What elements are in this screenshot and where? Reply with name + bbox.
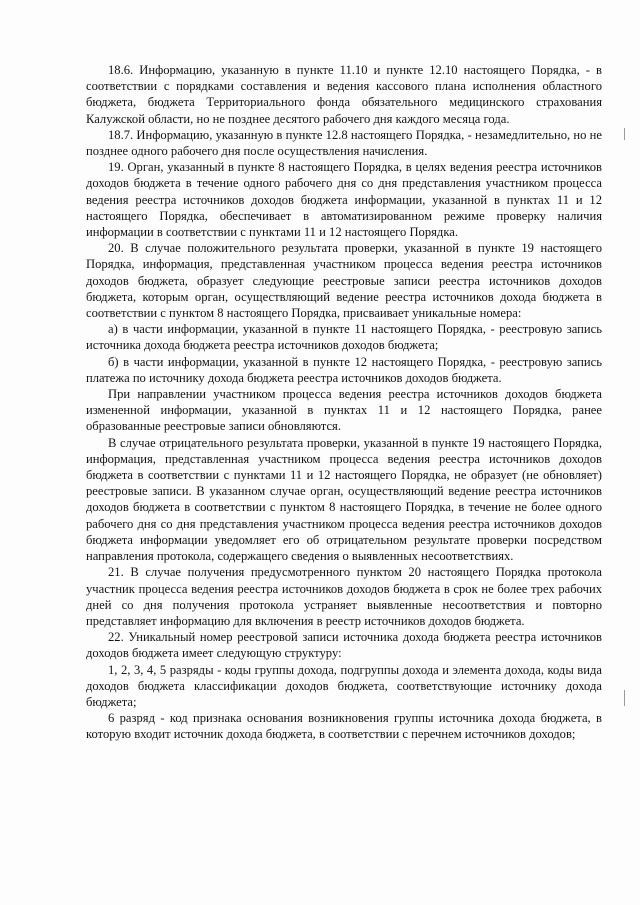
- paragraph-21: 21. В случае получения предусмотренного пунктом 20 настоящего Порядка протокола участник процесса ведения реестра источников доходов бюджета в срок не более трех рабочих дней со дня получения протокола устраняет выявленные несоответствия и повторно представляет информацию для включения в реестр источников доходов бюджета.: [86, 565, 602, 628]
- paragraph-22-digit-6: 6 разряд - код признака основания возникновения группы источника дохода бюджета, в которую входит источник дохода бюджета, в соответствии с перечнем источников доходов;: [86, 711, 602, 742]
- scan-margin-mark: [624, 128, 625, 140]
- paragraph-20-b: б) в части информации, указанной в пункте 12 настоящего Порядка, - реестровую запись платежа по источнику дохода бюджета реестра источников доходов бюджета.: [86, 354, 602, 385]
- paragraph-20: 20. В случае положительного результата проверки, указанной в пункте 19 настоящего Порядка, информация, представленная участником процесса ведения реестра источников доходов бюджета, образует следующие реестровые записи реестра источников доходов бюджета, которым орган, осуществляющий ведение реестра источников дохода бюджета в соответствии с пунктом 8 настоящего Порядка, присваивает уникальные номера:: [86, 241, 602, 321]
- paragraph-19: 19. Орган, указанный в пункте 8 настоящего Порядка, в целях ведения реестра источников доходов бюджета в течение одного рабочего дня со дня представления участником процесса ведения реестра источников доходов бюджета информации, указанной в пунктах 11 и 12 настоящего Порядка, обеспечивает в автоматизированном режиме проверку наличия информации в соответствии с пунктами 11 и 12 настоящего Порядка.: [86, 160, 602, 240]
- paragraph-20-negative: В случае отрицательного результата проверки, указанной в пункте 19 настоящего Порядка, информация, представленная участником процесса ведения реестра источников доходов бюджета в соответствии с пунктами 11 и 12 настоящего Порядка, не образует (не обновляет) реестровые записи. В указанном случае орган, осуществляющий ведение реестра источников доходов бюджета в соответствии с пунктом 8 настоящего Порядка, в течение не более одного рабочего дня со дня представления участником процесса ведения реестра источников доходов бюджета информации уведомляет его об отрицательном результате проверки посредством направления протокола, содержащего сведения о выявленных несоответствиях.: [86, 435, 602, 564]
- document-body: [86, 62, 602, 743]
- paragraph-22-digits-1-5: 1, 2, 3, 4, 5 разряды - коды группы дохода, подгруппы дохода и элемента дохода, коды вида доходов бюджета классификации доходов бюджета, соответствующие источнику дохода бюджета;: [86, 662, 602, 709]
- paragraph-20-update: При направлении участником процесса ведения реестра источников доходов бюджета измененной информации, указанной в пунктах 11 и 12 настоящего Порядка, ранее образованные реестровые записи обновляются.: [86, 387, 602, 434]
- scan-margin-mark: [624, 690, 625, 706]
- paragraph-18-6: 18.6. Информацию, указанную в пункте 11.10 и пункте 12.10 настоящего Порядка, - в соответствии с порядками составления и ведения кассового плана исполнения областного бюджета, бюджета Территориального фонда обязательного медицинского страхования Калужской области, но не позднее десятого рабочего дня каждого месяца года.: [86, 63, 602, 126]
- paragraph-18-7: 18.7. Информацию, указанную в пункте 12.8 настоящего Порядка, - незамедлительно, но не позднее одного рабочего дня после осуществления начисления.: [86, 127, 602, 159]
- paragraph-20-a: а) в части информации, указанной в пункте 11 настоящего Порядка, - реестровую запись источника дохода бюджета реестра источников доходов бюджета;: [86, 322, 602, 353]
- paragraph-22: 22. Уникальный номер реестровой записи источника дохода бюджета реестра источников доходов бюджета имеет следующую структуру:: [86, 630, 602, 661]
